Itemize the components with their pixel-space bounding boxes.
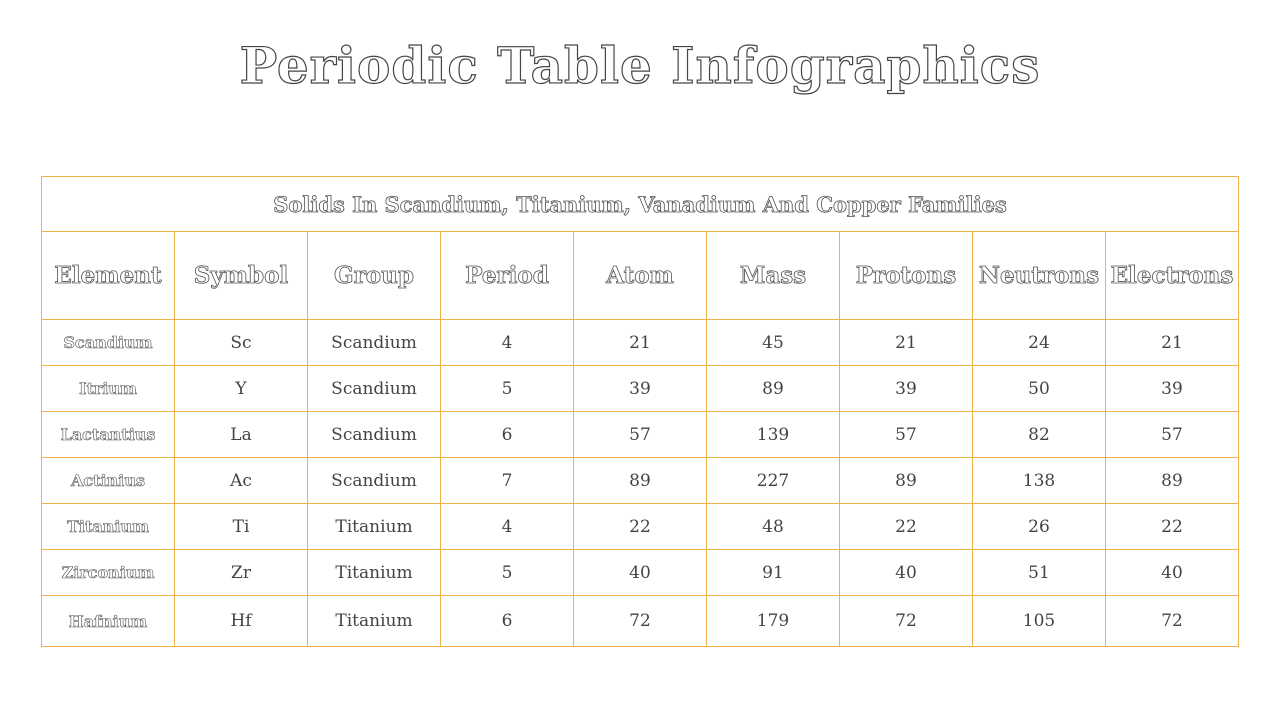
cell-atom: 89 [574,458,707,504]
cell-period: 6 [441,596,574,647]
column-header-atom: Atom [574,232,707,320]
cell-group: Scandium [308,320,441,366]
column-header-mass: Mass [707,232,840,320]
cell-electrons: 89 [1106,458,1239,504]
cell-atom: 40 [574,550,707,596]
cell-mass: 89 [707,366,840,412]
cell-symbol: Y [175,366,308,412]
cell-period: 5 [441,550,574,596]
table-row [42,596,1239,647]
cell-period: 4 [441,504,574,550]
cell-protons: 57 [840,412,973,458]
table-body [42,320,1239,647]
cell-protons: 72 [840,596,973,647]
cell-period: 7 [441,458,574,504]
column-header-electrons: Electrons [1106,232,1239,320]
cell-electrons: 39 [1106,366,1239,412]
table-row [42,458,1239,504]
cell-protons: 21 [840,320,973,366]
cell-group: Titanium [308,596,441,647]
table-row [42,504,1239,550]
cell-group: Scandium [308,366,441,412]
table-row [42,320,1239,366]
cell-symbol: La [175,412,308,458]
cell-protons: 22 [840,504,973,550]
cell-mass: 227 [707,458,840,504]
cell-mass: 139 [707,412,840,458]
cell-neutrons: 26 [973,504,1106,550]
column-header-element: Element [42,232,175,320]
cell-element: Zirconium [42,550,175,596]
cell-neutrons: 50 [973,366,1106,412]
column-header-protons: Protons [840,232,973,320]
cell-group: Scandium [308,412,441,458]
cell-symbol: Zr [175,550,308,596]
cell-element: Titanium [42,504,175,550]
cell-symbol: Ac [175,458,308,504]
table-row [42,550,1239,596]
cell-neutrons: 82 [973,412,1106,458]
cell-period: 4 [441,320,574,366]
cell-electrons: 21 [1106,320,1239,366]
cell-mass: 45 [707,320,840,366]
cell-element: Scandium [42,320,175,366]
cell-neutrons: 51 [973,550,1106,596]
cell-mass: 48 [707,504,840,550]
table-caption: Solids In Scandium, Titanium, Vanadium And Copper Families [42,177,1239,232]
table-row [42,412,1239,458]
cell-period: 5 [441,366,574,412]
column-header-symbol: Symbol [175,232,308,320]
cell-symbol: Ti [175,504,308,550]
cell-neutrons: 24 [973,320,1106,366]
cell-element: Hafnium [42,596,175,647]
cell-symbol: Hf [175,596,308,647]
table-header-row [42,232,1239,320]
cell-group: Titanium [308,504,441,550]
cell-protons: 40 [840,550,973,596]
periodic-data-table [41,176,1239,647]
cell-electrons: 72 [1106,596,1239,647]
cell-group: Scandium [308,458,441,504]
cell-atom: 22 [574,504,707,550]
cell-symbol: Sc [175,320,308,366]
column-header-period: Period [441,232,574,320]
cell-mass: 179 [707,596,840,647]
cell-protons: 89 [840,458,973,504]
column-header-group: Group [308,232,441,320]
cell-protons: 39 [840,366,973,412]
cell-electrons: 57 [1106,412,1239,458]
cell-atom: 57 [574,412,707,458]
cell-atom: 72 [574,596,707,647]
page-title: Periodic Table Infographics [239,36,1041,95]
cell-element: Lactantius [42,412,175,458]
table-row [42,366,1239,412]
cell-element: Actinius [42,458,175,504]
cell-group: Titanium [308,550,441,596]
cell-period: 6 [441,412,574,458]
column-header-neutrons: Neutrons [973,232,1106,320]
cell-atom: 39 [574,366,707,412]
cell-electrons: 22 [1106,504,1239,550]
cell-electrons: 40 [1106,550,1239,596]
cell-element: Itrium [42,366,175,412]
cell-mass: 91 [707,550,840,596]
cell-neutrons: 105 [973,596,1106,647]
cell-atom: 21 [574,320,707,366]
cell-neutrons: 138 [973,458,1106,504]
